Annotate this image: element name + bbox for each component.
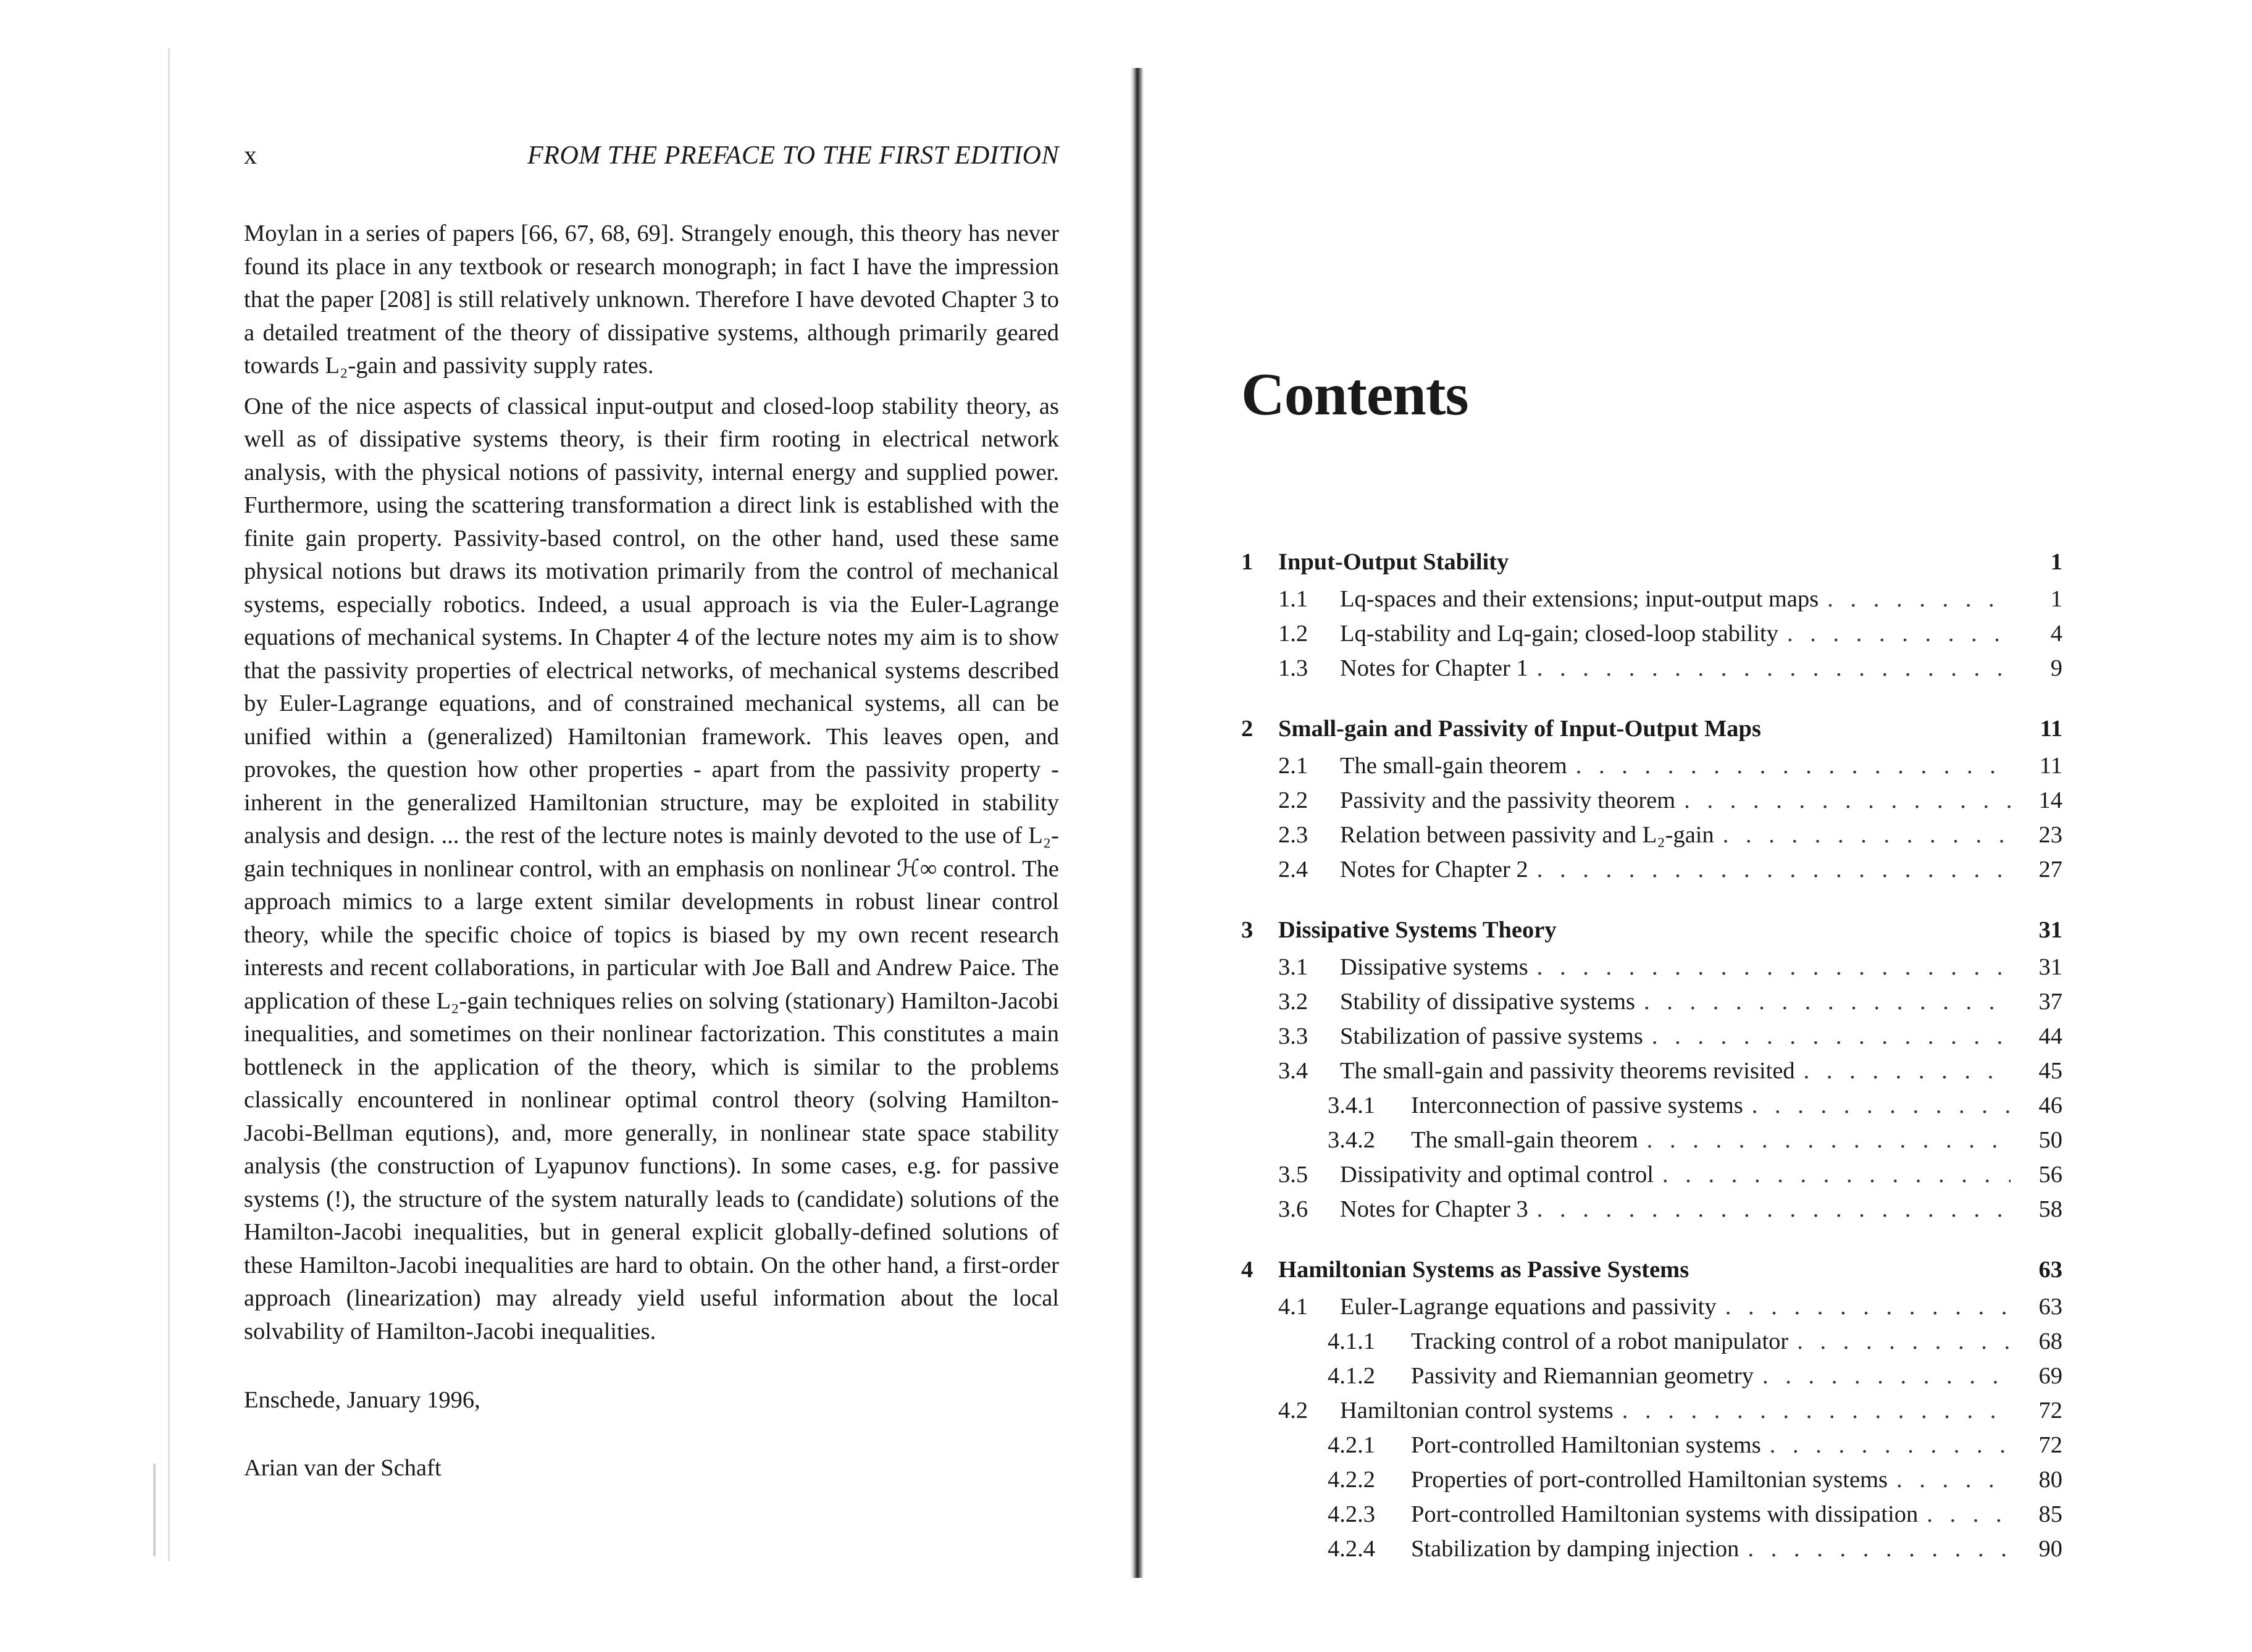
dot-leader: [1797, 1328, 2011, 1355]
scan-margin-line: [153, 1464, 156, 1556]
toc-section[interactable]: [1241, 787, 2062, 821]
section-title: Properties of port-controlled Hamiltonian systems: [1411, 1467, 1888, 1493]
section-title: Dissipativity and optimal control: [1340, 1162, 1654, 1188]
toc-section[interactable]: [1241, 1397, 2062, 1432]
page-ref: 9: [2050, 655, 2062, 681]
chapter-title: Small-gain and Passivity of Input-Output Maps: [1278, 716, 1761, 742]
dot-leader: [1537, 1196, 2011, 1223]
toc-chapter-heading[interactable]: [1241, 715, 2062, 752]
section-number: 4.1.2: [1328, 1363, 1375, 1389]
toc-section[interactable]: [1241, 752, 2062, 787]
chapter-title: Dissipative Systems Theory: [1278, 917, 1557, 943]
page-ref: 44: [2038, 1023, 2062, 1049]
section-number: 3.4.1: [1328, 1092, 1375, 1118]
section-title: The small-gain theorem: [1340, 753, 1567, 779]
page-ref: 56: [2038, 1162, 2062, 1188]
section-title: Port-controlled Hamiltonian systems with dissipation: [1411, 1501, 1919, 1527]
page-ref: 85: [2038, 1501, 2062, 1527]
dot-leader: [1787, 620, 2011, 647]
page-ref: 69: [2038, 1363, 2062, 1389]
contents-heading: Contents: [1241, 361, 1468, 428]
right-page: [1241, 361, 2062, 1596]
section-title: Lq-spaces and their extensions; input-output maps: [1340, 586, 1819, 612]
section-title: Stability of dissipative systems: [1340, 989, 1636, 1015]
page-ref: 31: [2038, 917, 2062, 943]
section-title: Stabilization of passive systems: [1340, 1023, 1643, 1049]
toc-subsection[interactable]: [1241, 1501, 2062, 1535]
section-number: 3.5: [1278, 1162, 1308, 1188]
toc-subsection[interactable]: [1241, 1092, 2062, 1126]
toc-section[interactable]: [1241, 585, 2062, 620]
toc-chapter-heading[interactable]: [1241, 1256, 2062, 1293]
section-number: 4.1.1: [1328, 1328, 1375, 1354]
section-number: 1.3: [1278, 655, 1308, 681]
page-ref: 90: [2038, 1536, 2062, 1562]
dot-leader: [1762, 1362, 2011, 1390]
toc-section[interactable]: [1241, 655, 2062, 689]
section-number: 2.3: [1278, 822, 1308, 848]
section-number: 4.2.4: [1328, 1536, 1375, 1562]
page-ref: 1: [2050, 586, 2062, 612]
toc-chapter-heading[interactable]: [1241, 916, 2062, 954]
toc-chapter: [1241, 916, 2062, 1230]
page-ref: 31: [2038, 954, 2062, 980]
section-title: Relation between passivity and L₂-gain: [1340, 822, 1714, 848]
dot-leader: [1770, 1432, 2011, 1459]
paragraph: Moylan in a series of papers [66, 67, 68, 69]. Strangely enough, this theory has never found its place in any textbook or research monograph; in fact I have the impression that the paper [208] is still relatively unknown. Therefore I have devoted Chapter 3 to a detailed treatment of the theory of dissipative systems, although primarily geared towards L₂-gain and passivity supply rates.: [244, 220, 1059, 379]
section-title: Hamiltonian control systems: [1340, 1398, 1614, 1423]
page-ref: 68: [2038, 1328, 2062, 1354]
page-ref: 72: [2038, 1398, 2062, 1423]
dot-leader: [1723, 821, 2011, 849]
dot-leader: [1537, 655, 2011, 682]
toc-section[interactable]: [1241, 1023, 2062, 1057]
page-ref: 14: [2038, 787, 2062, 813]
chapter-number: 4: [1241, 1257, 1254, 1283]
section-title: Passivity and Riemannian geometry: [1411, 1363, 1754, 1389]
section-title: Interconnection of passive systems: [1411, 1092, 1743, 1118]
dot-leader: [1725, 1293, 2011, 1320]
toc-section[interactable]: [1241, 856, 2062, 891]
section-number: 3.3: [1278, 1023, 1308, 1049]
paragraph: One of the nice aspects of classical input-output and closed-loop stability theory, as well as of dissipative systems theory, is their firm rooting in electrical network analysis, with the physical notions of passivity, internal energy and supplied power. Furthermore, using the scattering transformation a direct link is established with the finite gain property. Passivity-based control, on the other hand, used these same physical notions but draws its motivation primarily from the control of mechanical systems, especially robotics. Indeed, a usual approach is via the Euler-Lagrange equations of mechanical systems. In Chapter 4 of the lecture notes my aim is to show that the passivity properties of electrical networks, of mechanical systems described by Euler-Lagrange equations, and of constrained mechanical systems, all can be unified within a (generalized) Hamiltonian framework. This leaves open, and provokes, the question how other properties - apart from the passivity property - inherent in the generalized Hamiltonian structure, may be exploited in stability analysis and design. ... the rest of the lecture notes is mainly devoted to the use of L₂-gain techniques in nonlinear control, with an emphasis on nonlinear ℋ∞ control. The approach mimics to a large extent similar developments in robust linear control theory, while the specific choice of topics is biased by my own recent research interests and recent collaborations, in particular with Joe Ball and Andrew Paice. The application of these L₂-gain techniques relies on solving (stationary) Hamilton-Jacobi inequalities, and sometimes on their nonlinear factorization. This constitutes a main bottleneck in the application of the theory, which is similar to the problems classically encountered in nonlinear optimal control theory (solving Hamilton-Jacobi-Bellman equtions), and, more generally, in nonlinear state space stability analysis (the construction of Lyapunov functions). In some cases, e.g. for passive systems (!), the structure of the system naturally leads to (candidate) solutions of the Hamilton-Jacobi inequalities, but in general explicit globally-defined solutions of these Hamilton-Jacobi inequalities are hard to obtain. On the other hand, a first-order approach (linearization) may already yield useful information about the local solvability of Hamilton-Jacobi inequalities.: [244, 393, 1059, 1344]
section-number: 4.2.1: [1328, 1432, 1375, 1458]
table-of-contents: [1241, 548, 2062, 1570]
section-title: Notes for Chapter 3: [1340, 1196, 1528, 1222]
section-number: 4.1: [1278, 1294, 1308, 1320]
section-title: Euler-Lagrange equations and passivity: [1340, 1294, 1717, 1320]
page-ref: 4: [2050, 621, 2062, 647]
section-number: 4.2.2: [1328, 1467, 1375, 1493]
toc-subsection[interactable]: [1241, 1362, 2062, 1397]
chapter-number: 2: [1241, 716, 1254, 742]
toc-section[interactable]: [1241, 620, 2062, 655]
section-title: The small-gain theorem: [1411, 1127, 1638, 1153]
section-number: 2.4: [1278, 857, 1308, 883]
section-title: Port-controlled Hamiltonian systems: [1411, 1432, 1761, 1458]
book-gutter: [1130, 68, 1144, 1578]
section-title: Passivity and the passivity theorem: [1340, 787, 1676, 813]
section-number: 1.2: [1278, 621, 1308, 647]
dot-leader: [1647, 1126, 2011, 1154]
chapter-number: 3: [1241, 917, 1254, 943]
chapter-title: Hamiltonian Systems as Passive Systems: [1278, 1257, 1689, 1283]
toc-section[interactable]: [1241, 988, 2062, 1023]
chapter-title: Input-Output Stability: [1278, 549, 1509, 575]
dot-leader: [1537, 856, 2011, 883]
dot-leader: [1827, 585, 2011, 613]
page-ref: 50: [2038, 1127, 2062, 1153]
running-title: FROM THE PREFACE TO THE FIRST EDITION: [527, 141, 1059, 170]
section-number: 3.1: [1278, 954, 1308, 980]
page-ref: 80: [2038, 1467, 2062, 1493]
chapter-number: 1: [1241, 549, 1254, 575]
toc-section[interactable]: [1241, 821, 2062, 856]
section-number: 3.4.2: [1328, 1127, 1375, 1153]
page-ref: 37: [2038, 989, 2062, 1015]
section-title: Notes for Chapter 1: [1340, 655, 1528, 681]
section-number: 3.2: [1278, 989, 1308, 1015]
dot-leader: [1896, 1466, 2011, 1493]
toc-subsection[interactable]: [1241, 1535, 2062, 1570]
section-title: The small-gain and passivity theorems revisited: [1340, 1058, 1795, 1084]
place-date: Enschede, January 1996,: [244, 1387, 480, 1413]
section-number: 2.1: [1278, 753, 1308, 779]
left-page: [244, 124, 1059, 1485]
page-ref: 11: [2039, 753, 2062, 779]
dot-leader: [1662, 1161, 2011, 1188]
section-number: 4.2: [1278, 1398, 1308, 1423]
dot-leader: [1804, 1057, 2011, 1084]
dot-leader: [1752, 1092, 2011, 1119]
section-title: Lq-stability and Lq-gain; closed-loop stability: [1340, 621, 1778, 647]
page-ref: 58: [2038, 1196, 2062, 1222]
toc-section[interactable]: [1241, 954, 2062, 988]
dot-leader: [1927, 1501, 2011, 1528]
section-number: 2.2: [1278, 787, 1308, 813]
page-ref: 1: [2050, 549, 2062, 575]
page-ref: 11: [2040, 716, 2062, 742]
running-head: [244, 124, 1059, 173]
section-number: 1.1: [1278, 586, 1308, 612]
dot-leader: [1576, 752, 2011, 779]
preface-body: [244, 217, 1059, 1348]
section-title: Stabilization by damping injection: [1411, 1536, 1739, 1562]
toc-chapter: [1241, 548, 2062, 689]
dot-leader: [1652, 1023, 2011, 1050]
dot-leader: [1748, 1535, 2011, 1562]
toc-chapter: [1241, 1256, 2062, 1570]
author-name: Arian van der Schaft: [244, 1454, 442, 1481]
toc-subsection[interactable]: [1241, 1126, 2062, 1161]
page-ref: 45: [2038, 1058, 2062, 1084]
scan-margin-line: [168, 48, 170, 1561]
toc-section[interactable]: [1241, 1057, 2062, 1092]
toc-subsection[interactable]: [1241, 1328, 2062, 1362]
dot-leader: [1622, 1397, 2011, 1424]
section-title: Notes for Chapter 2: [1340, 857, 1528, 883]
page-ref: 63: [2038, 1294, 2062, 1320]
page-number: x: [244, 141, 257, 170]
dot-leader: [1684, 787, 2011, 814]
section-title: Tracking control of a robot manipulator: [1411, 1328, 1789, 1354]
section-number: 3.6: [1278, 1196, 1308, 1222]
section-number: 3.4: [1278, 1058, 1308, 1084]
dot-leader: [1537, 954, 2011, 981]
section-number: 4.2.3: [1328, 1501, 1375, 1527]
signoff: [244, 1384, 1059, 1485]
section-title: Dissipative systems: [1340, 954, 1528, 980]
toc-section[interactable]: [1241, 1161, 2062, 1196]
toc-section[interactable]: [1241, 1293, 2062, 1328]
dot-leader: [1644, 988, 2011, 1015]
toc-section[interactable]: [1241, 1196, 2062, 1230]
toc-subsection[interactable]: [1241, 1466, 2062, 1501]
toc-subsection[interactable]: [1241, 1432, 2062, 1466]
toc-chapter: [1241, 715, 2062, 891]
page-ref: 46: [2038, 1092, 2062, 1118]
page-ref: 63: [2038, 1257, 2062, 1283]
toc-chapter-heading[interactable]: [1241, 548, 2062, 585]
page-ref: 27: [2038, 857, 2062, 883]
page-ref: 23: [2038, 822, 2062, 848]
page-ref: 72: [2038, 1432, 2062, 1458]
